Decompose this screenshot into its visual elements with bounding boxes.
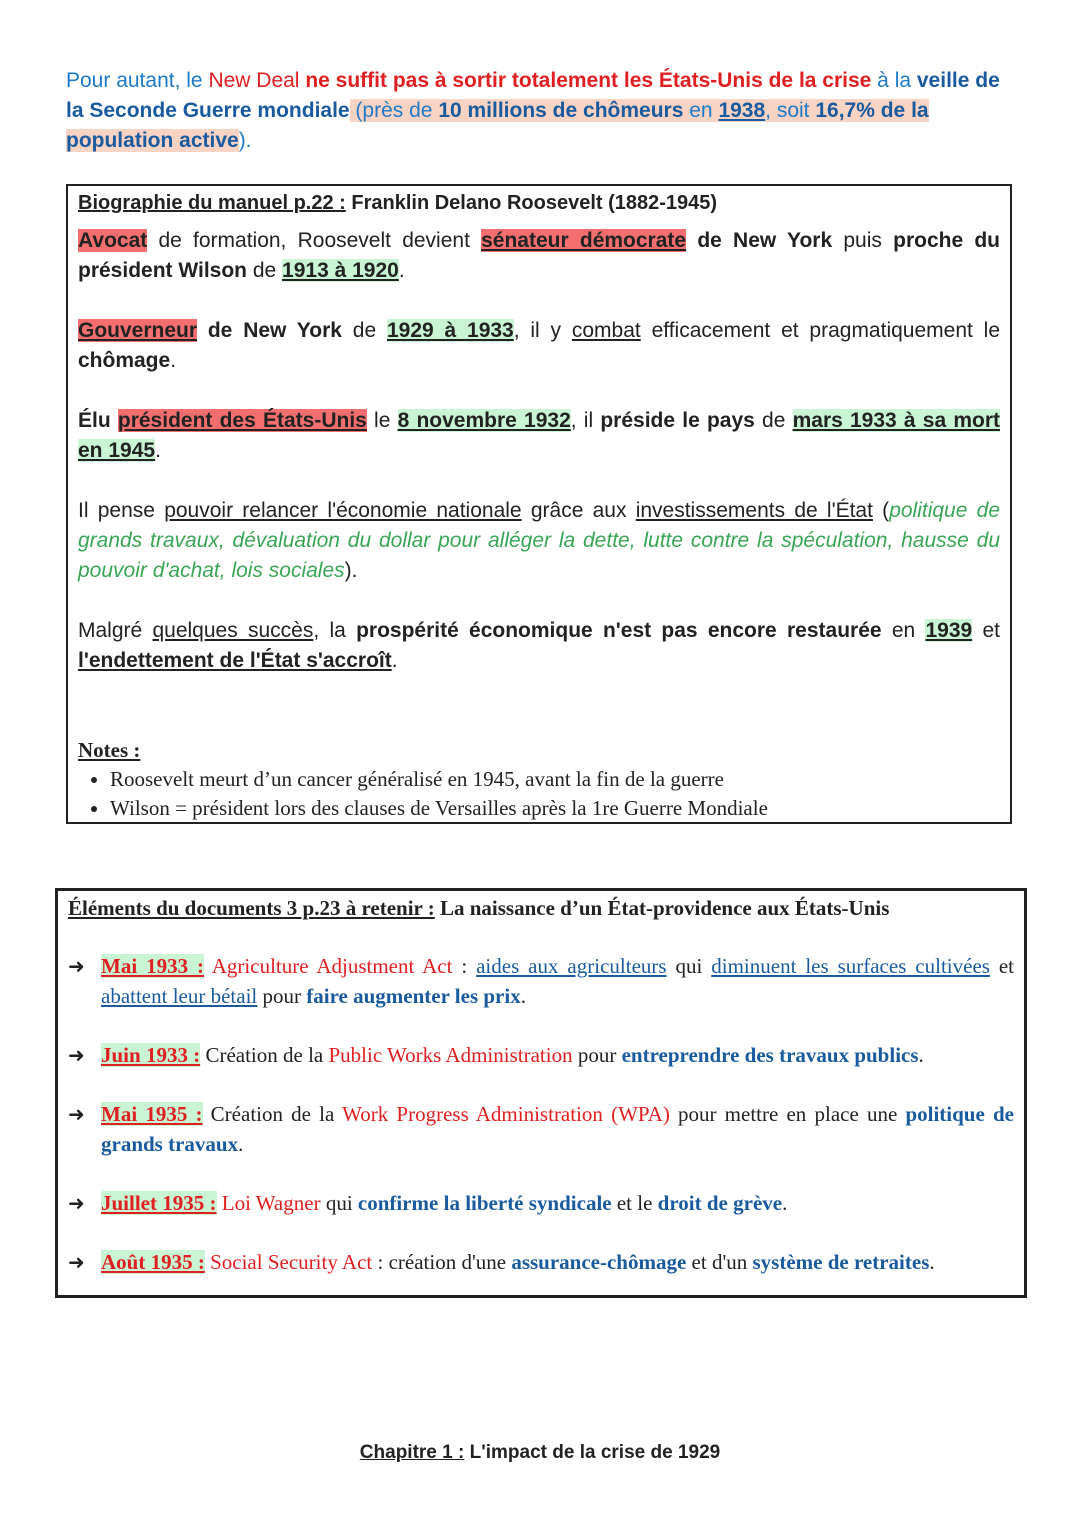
documents-title-label: Éléments du documents 3 p.23 à retenir : (68, 896, 435, 920)
timeline-item: ➜ Mai 1933 : Agriculture Adjustment Act : aides aux agriculteurs qui diminuent les surfaces cultivées et abattent leur bétail pour faire augmenter les prix. (68, 951, 1014, 1011)
timeline-date: Juin 1933 : (101, 1043, 201, 1067)
timeline-item: ➜ Juin 1933 : Création de la Public Works Administration pour entreprendre des travaux publics. (68, 1040, 1014, 1070)
timeline-date: Mai 1935 : (101, 1102, 203, 1126)
timeline-date: Août 1935 : (101, 1250, 205, 1274)
intro-wwii-term: veille de la Seconde Guerre mondiale (66, 69, 1000, 122)
documents-title-rest: La naissance d’un État-providence aux États-Unis (434, 896, 890, 920)
year-1938: 1938 (718, 99, 766, 122)
timeline-item: ➜ Juillet 1935 : Loi Wagner qui confirme la liberté syndicale et le droit de grève. (68, 1188, 1014, 1218)
chapter-label: Chapitre 1 : (359, 1442, 465, 1463)
timeline-item: ➜ Mai 1935 : Création de la Work Progress Administration (WPA) pour mettre en place une politique de grands travaux. (68, 1099, 1014, 1159)
documents-title (68, 893, 1014, 923)
note-item: • Wilson = président lors des clauses de Versailles après la 1re Guerre Mondiale (110, 794, 1000, 823)
arrow-right-icon: ➜ (68, 1043, 85, 1067)
notes-label: Notes : (78, 738, 141, 762)
timeline-item: ➜ Août 1935 : Social Security Act : création d'une assurance-chômage et d'un système de retraites. (68, 1247, 1014, 1277)
timeline-date: Juillet 1935 : (101, 1191, 217, 1215)
biography-title-rest: Franklin Delano Roosevelt (1882-1945) (345, 192, 718, 214)
intro-key-statement: ne suffit pas à sortir totalement les États-Unis de la crise (305, 69, 872, 92)
bio-paragraph-1: Avocat de formation, Roosevelt devient sénateur démocrate de New York puis proche du président Wilson de 1913 à 1920. (78, 229, 1001, 282)
biography-title-label: Biographie du manuel p.22 : (78, 192, 346, 214)
note-item: • Roosevelt meurt d’un cancer généralisé en 1945, avant la fin de la guerre (110, 765, 1000, 794)
intro-paragraph: Pour autant, le New Deal ne suffit pas à sortir totalement les États-Unis de la crise à la veille de la Seconde Guerre mondiale (près de 10 millions de chômeurs en 1938, soit 16,7% de la population active). (66, 69, 1000, 152)
new-deal-term: New Deal (208, 69, 300, 92)
bio-paragraph-5: Malgré quelques succès, la prospérité économique n'est pas encore restaurée en 1939 et l'endettement de l'État s'accroît. (78, 619, 1000, 672)
documents-box (55, 888, 1027, 1298)
arrow-right-icon: ➜ (68, 1250, 85, 1274)
chapter-footer (0, 1440, 1080, 1466)
bio-paragraph-4: Il pense pouvoir relancer l'économie nationale grâce aux investissements de l'État (politique de grands travaux, dévaluation du dollar pour alléger la dette, lutte contre la spéculation, hausse du pouvoir d'achat, lois sociales). (78, 499, 1001, 582)
notes-section (78, 736, 1000, 823)
chapter-title: L'impact de la crise de 1929 (464, 1442, 721, 1463)
intro-text: Pour autant, le (66, 69, 209, 92)
unemployment-figure: 10 millions de chômeurs (438, 99, 684, 122)
biography-title (78, 188, 1000, 218)
arrow-right-icon: ➜ (68, 1191, 85, 1215)
biography-box (66, 184, 1012, 824)
bio-paragraph-3: Élu président des États-Unis le 8 novembre 1932, il préside le pays de mars 1933 à sa mort en 1945. (78, 409, 1001, 462)
bio-paragraph-2: Gouverneur de New York de 1929 à 1933, il y combat efficacement et pragmatiquement le chômage. (78, 319, 1001, 372)
arrow-right-icon: ➜ (68, 1102, 85, 1126)
timeline-date: Mai 1933 : (101, 954, 204, 978)
unemployment-percent: 16,7% de la population active (66, 99, 929, 152)
arrow-right-icon: ➜ (68, 954, 85, 978)
